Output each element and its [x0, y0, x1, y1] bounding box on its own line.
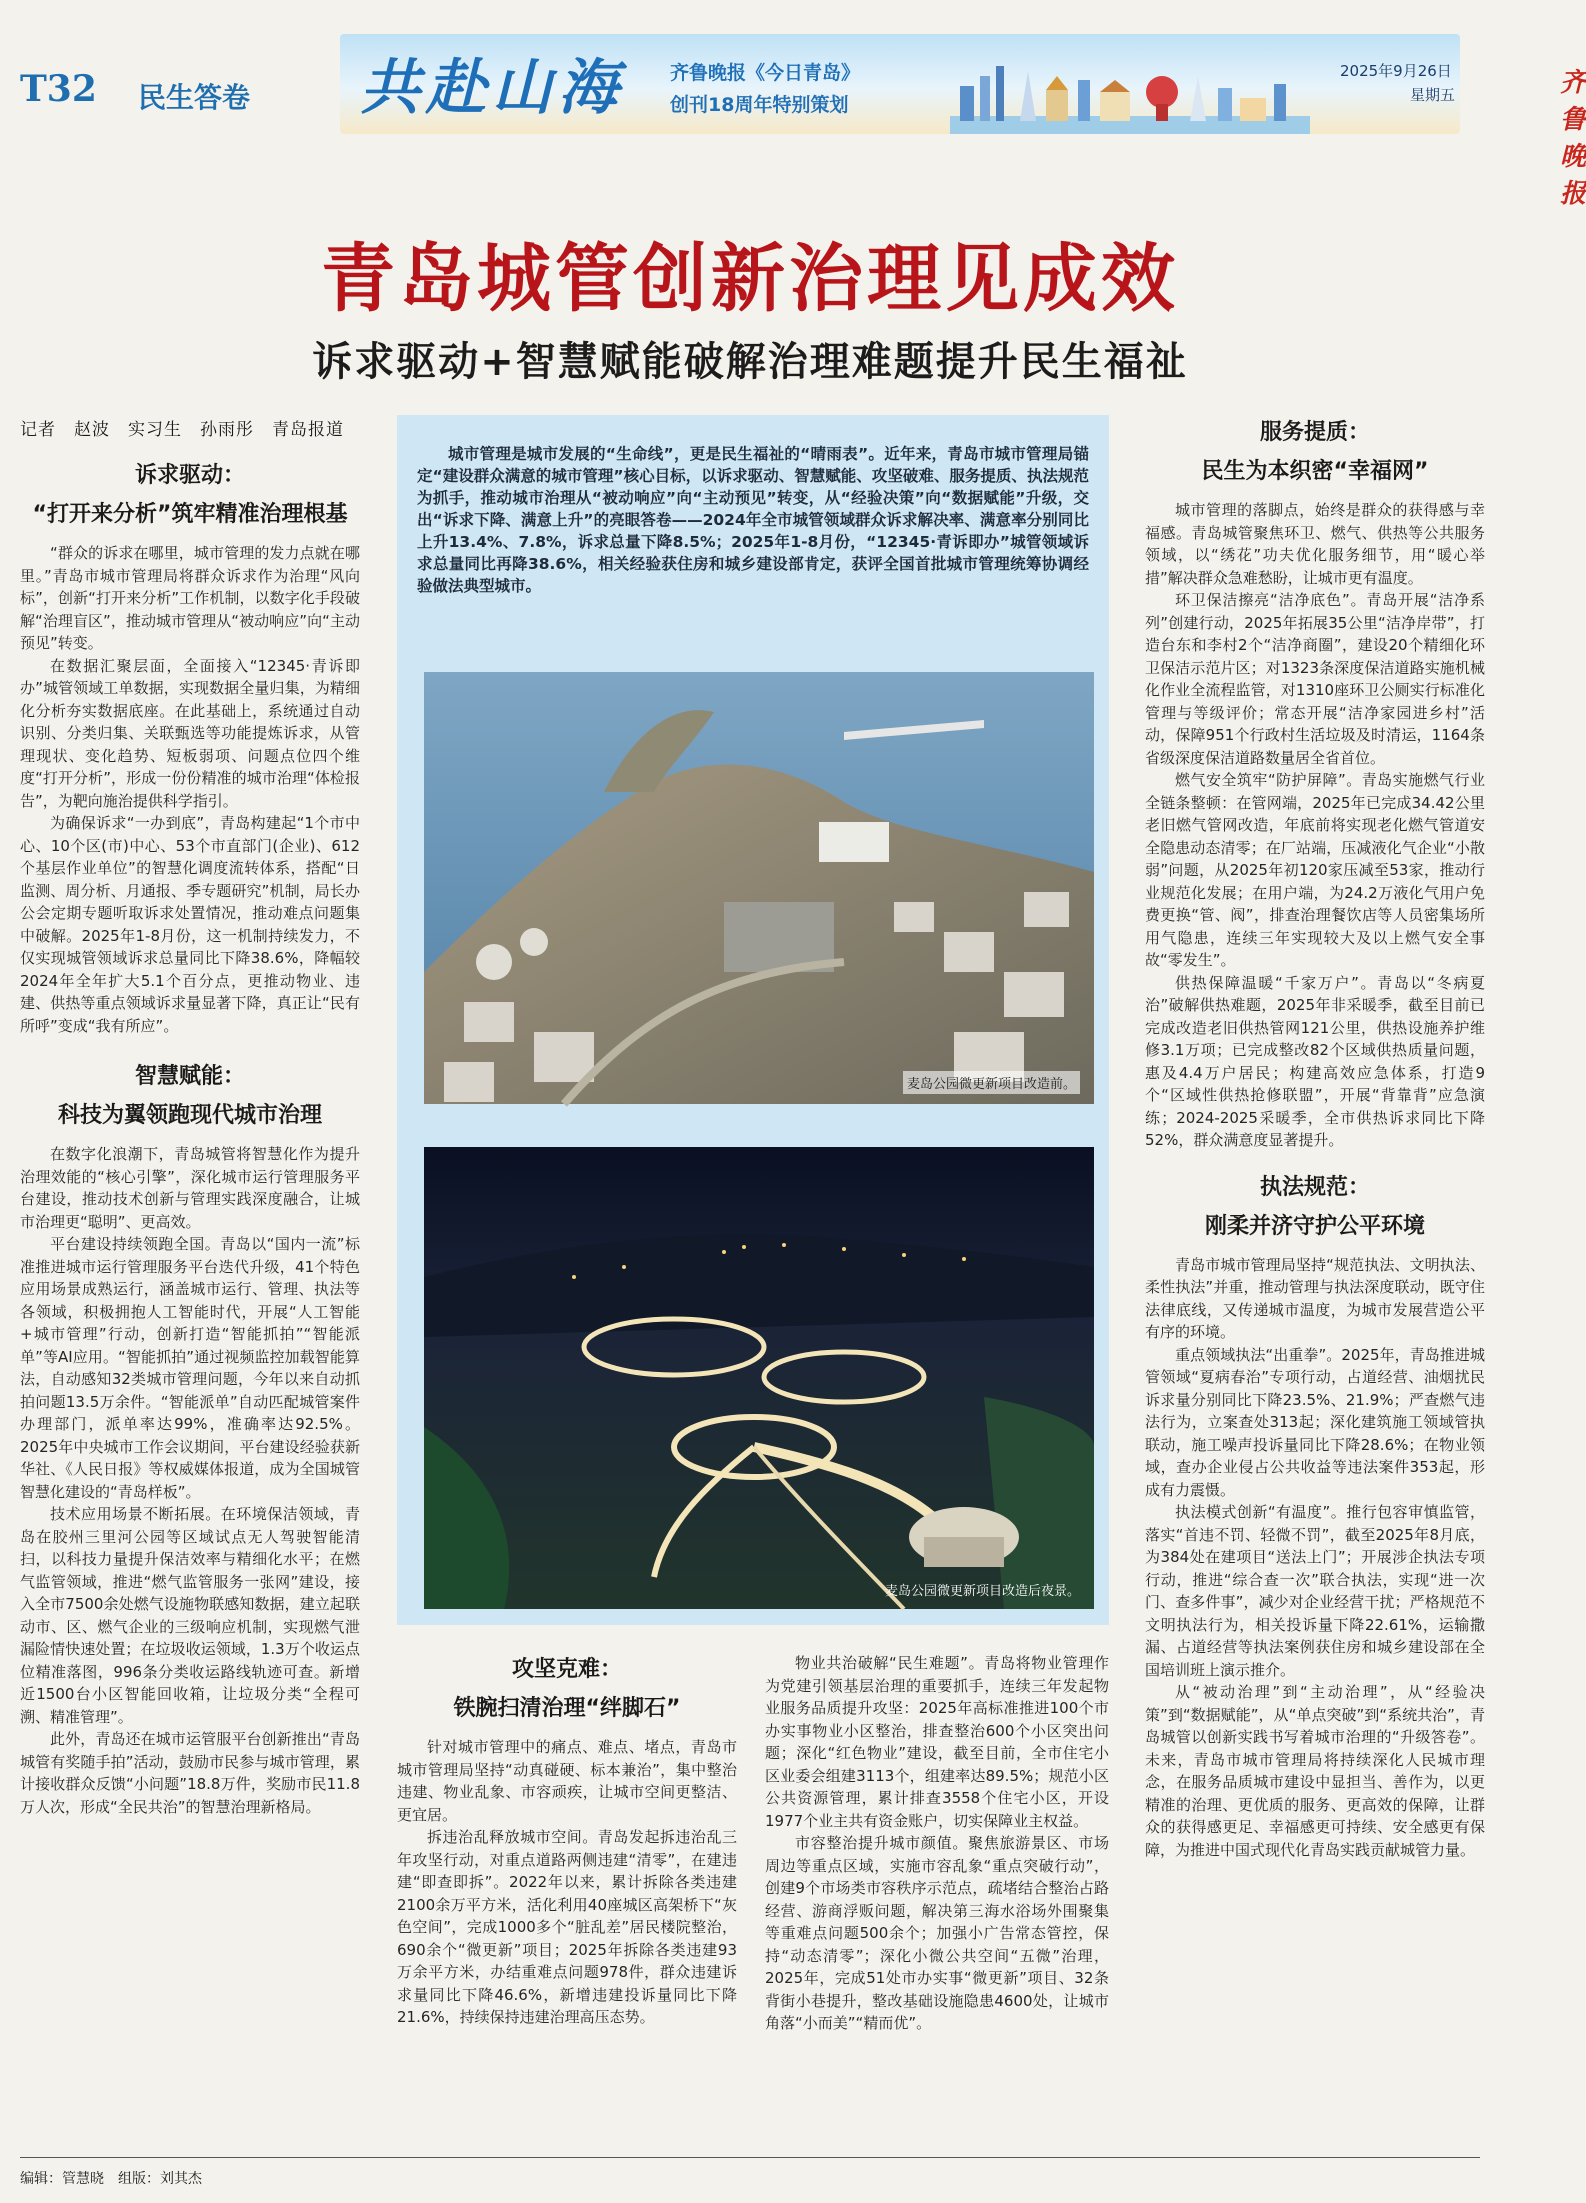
section-heading-s1 — [20, 458, 360, 528]
photo-park-before — [424, 672, 1094, 1104]
article-paragraph: 拆违治乱释放城市空间。青岛发起拆违治乱三年攻坚行动，对重点道路两侧违建“清零”，在建违建“即查即拆”。2022年以来，累计拆除各类违建2100余万平方米，活化利用40座城区高架桥下“灰色空间”，完成1000多个“脏乱差”居民楼院整治，690余个“微更新”项目；2025年拆除各类违建93万余平方米，办结重难点问题978件，群众违建诉求量同比下降46.6%，新增违建投诉量同比下降21.6%，持续保持违建治理高压态势。 — [397, 1828, 737, 2026]
section-heading-s3 — [397, 1652, 737, 1722]
page-number: T32 — [20, 68, 97, 110]
issue-date: 2025年9月26日 — [1340, 62, 1452, 80]
article-paragraph: 执法模式创新“有温度”。推行包容审慎监管，落实“首违不罚、轻微不罚”，截至2025年8月底，为384处在建项目“送法上门”；开展涉企执法专项行动，推进“综合查一次”联合执法，实现“进一次门、查多件事”，减少对企业经营干扰；严格规范不文明执法行为，相关投诉量下降22.61%，运输撒漏、占道经营等执法案例获住房和城乡建设部在全国培训班上演示推介。 — [1145, 1503, 1485, 1679]
article-paragraph: 在数字化浪潮下，青岛城管将智慧化作为提升治理效能的“核心引擎”，深化城市运行管理服务平台建设，推动技术创新与管理实践深度融合，让城市治理更“聪明”、更高效。 — [20, 1145, 360, 1231]
section-kicker: 诉求驱动： — [134, 463, 245, 488]
section-title: 民生为本织密“幸福网” — [1201, 459, 1429, 484]
section-title: 科技为翼领跑现代城市治理 — [57, 1103, 322, 1128]
lead-paragraph: 城市管理是城市发展的“生命线”，更是民生福祉的“晴雨表”。近年来，青岛市城市管理局锚定“建设群众满意的城市管理”核心目标，以诉求驱动、智慧赋能、攻坚破难、服务提质、执法规范为抓手，推动城市治理从“被动响应”向“主动预见”转变，从“经验决策”向“数据赋能”升级，交出“诉求下降、满意上升”的亮眼答卷——2024年全市城管领域群众诉求解决率、满意率分别同比上升13.4%、7.8%，诉求总量下降8.5%；2025年1-8月份，“12345·青诉即办”城管领域诉求总量同比再降38.6%，相关经验获住房和城乡建设部肯定，获评全国首批城市管理统筹协调经验做法典型城市。 — [417, 445, 1089, 595]
article-paragraph: 此外，青岛还在城市运管服平台创新推出“青岛城管有奖随手拍”活动，鼓励市民参与城市管理，累计接收群众反馈“小问题”18.8万件，奖励市民11.8万人次，形成“全民共治”的智慧治理新格局。 — [20, 1730, 360, 1816]
article-paragraph: 物业共治破解“民生难题”。青岛将物业管理作为党建引领基层治理的重要抓手，连续三年发起物业服务品质提升攻坚：2025年高标准推进100个市办实事物业小区整治，排查整治600个小区突出问题；深化“红色物业”建设，截至目前，全市住宅小区业委会组建3113个，组建率达89.5%；规范小区公共资源管理，累计排查3558个住宅小区，开设1977个业主共有资金账户，切实保障业主权益。 — [765, 1654, 1109, 1830]
section-kicker: 智慧赋能： — [134, 1064, 245, 1089]
article-paragraph: 环卫保洁擦亮“洁净底色”。青岛开展“洁净系列”创建行动，2025年拓展35公里“洁净岸带”，打造台东和李村2个“洁净商圈”，建设20个精细化环卫保洁示范片区；对1323条深度保洁道路实施机械化作业全流程监管，对1310座环卫公厕实行标准化管理与等级评价；常态开展“洁净家园进乡村”活动，保障951个行政村生活垃圾及时清运，1164条省级深度保洁道路数量居全省首位。 — [1145, 591, 1485, 767]
photo-caption: 麦岛公园微更新项目改造后夜景。 — [884, 1584, 1080, 1599]
section-heading-s4 — [1145, 415, 1485, 485]
article-paragraph: 燃气安全筑牢“防护屏障”。青岛实施燃气行业全链条整顿：在管网端，2025年已完成34.42公里老旧燃气管网改造，年底前将实现老化燃气管道安全隐患动态清零；在厂站端，压减液化气企业“小散弱”问题，从2025年初120家压减至53家，推动行业规范化发展；在用户端，为24.2万液化气用户免费更换“管、阀”，排查治理餐饮店等人员密集场所用气隐患，连续三年实现较大及以上燃气安全事故“零发生”。 — [1145, 771, 1485, 969]
article-paragraph: 在数据汇聚层面，全面接入“12345·青诉即办”城管领域工单数据，实现数据全量归集，为精细化分析夯实数据底座。在此基础上，系统通过自动识别、分类归集、关联甄选等功能提炼诉求，从管理现状、变化趋势、短板弱项、问题点位四个维度“打开分析”，形成一份份精准的城市治理“体检报告”，为靶向施治提供科学指引。 — [20, 656, 360, 810]
section-kicker: 服务提质： — [1259, 420, 1370, 445]
section-title: “打开来分析”筑牢精准治理根基 — [32, 502, 348, 527]
special-banner — [340, 34, 1586, 209]
main-headline: 青岛城管创新治理见成效 — [321, 236, 1179, 322]
section-heading-s2 — [20, 1059, 360, 1129]
night-photo-illustration — [424, 1147, 1094, 1609]
article-paragraph: 针对城市管理中的痛点、难点、堵点，青岛市城市管理局坚持“动真碰硬、标本兼治”，集中整治违建、物业乱象、市容顽疾，让城市空间更整洁、更宜居。 — [397, 1738, 737, 1824]
city-skyline-illustration — [950, 46, 1310, 134]
right-column — [1145, 415, 1485, 1861]
article-paragraph: “群众的诉求在哪里，城市管理的发力点就在哪里。”青岛市城市管理局将群众诉求作为治理“风向标”，创新“打开来分析”工作机制，以数字化手段破解“治理盲区”，推动城市管理从“被动响应”向“主动预见”转变。 — [20, 544, 360, 652]
section-label: 民生答卷 — [138, 81, 251, 114]
left-column — [20, 415, 360, 1818]
banner-subtitle: 齐鲁晚报《今日青岛》 — [670, 62, 861, 84]
section-title: 铁腕扫清治理“绊脚石” — [453, 1696, 681, 1721]
footer-divider — [20, 2157, 1480, 2158]
article-paragraph: 技术应用场景不断拓展。在环境保洁领域，青岛在胶州三里河公园等区域试点无人驾驶智能清扫，以科技力量提升保洁效率与精细化水平；在燃气监管领域，推进“燃气监管服务一张网”建设，接入全市7500余处燃气设施物联感知数据，建立起联动市、区、燃气企业的三级响应机制，实现燃气泄漏险情快速处置；在垃圾收运领域，1.3万个收运点位精准落图，996条分类收运路线轨迹可查。新增近1500台小区智能回收箱，让垃圾分类“全程可溯、精准管理”。 — [20, 1505, 360, 1726]
article-paragraph: 青岛市城市管理局坚持“规范执法、文明执法、柔性执法”并重，推动管理与执法深度联动，既守住法律底线，又传递城市温度，为城市发展营造公平有序的环境。 — [1145, 1255, 1485, 1341]
section-heading-s5 — [1145, 1170, 1485, 1240]
article-paragraph: 供热保障温暖“千家万户”。青岛以“冬病夏治”破解供热难题，2025年非采暖季，截至目前已完成改造老旧供热管网121公里，供热设施养护维修3.1万项；已完成整改82个区域供热质量问题，惠及4.4万户居民；构建高效应急体系，打造9个“区域性供热抢修联盟”，开展“背靠背”应急演练；2024-2025采暖季，全市供热诉求同比下降52%，群众满意度显著提升。 — [1145, 973, 1485, 1149]
banner-anniversary: 创刊18周年特别策划 — [670, 94, 849, 116]
article-paragraph: 市容整治提升城市颜值。聚焦旅游景区、市场周边等重点区域，实施市容乱象“重点突破行动”，创建9个市场类市容秩序示范点，疏堵结合整治占路经营、游商浮贩问题，解决第三海水浴场外围聚集等重难点问题500余个；加强小广告常态管控，保持“动态清零”；深化小微公共空间“五微”治理，2025年，完成51处市办实事“微更新”项目、32条背街小巷提升，整改基础设施隐患4600处，让城市角落“小而美”“精而优”。 — [765, 1834, 1109, 2032]
issue-weekday: 星期五 — [1410, 86, 1456, 104]
banner-title: 共赴山海 — [360, 53, 624, 123]
newspaper-logo: 齐鲁晚报 — [1560, 68, 1586, 209]
article-paragraph: 从“被动治理”到“主动治理”，从“经验决策”到“数据赋能”，从“单点突破”到“系统共治”，青岛城管以创新实践书写着城市治理的“升级答卷”。未来，青岛市城市管理局将持续深化人民城市理念，在服务品质城市建设中显担当、善作为，以更精准的治理、更优质的服务、更高效的保障，让群众的获得感更足、幸福感更可持续、安全感更有保障，为推进中国式现代化青岛实践贡献城管力量。 — [1145, 1683, 1485, 1859]
center-column-a — [397, 1652, 737, 2029]
lead-panel — [397, 415, 1109, 1625]
section-kicker: 执法规范： — [1259, 1174, 1370, 1200]
aerial-photo-illustration — [424, 672, 1094, 1104]
photo-park-after-night — [424, 1147, 1094, 1609]
byline: 记者 赵波 实习生 孙雨彤 青岛报道 — [20, 420, 344, 440]
article-paragraph: 重点领域执法“出重拳”。2025年，青岛推进城管领域“夏病春治”专项行动，占道经营、油烟扰民诉求量分别同比下降23.5%、21.9%；严查燃气违法行为，立案查处313起；深化建筑施工领域管执联动，施工噪声投诉量同比下降28.6%；在物业领域，查办企业侵占公共收益等违法案件353起，形成有力震慑。 — [1145, 1345, 1485, 1499]
masthead — [20, 34, 1586, 209]
editor-credits: 编辑：管慧晓 组版：刘其杰 — [20, 2171, 202, 2187]
section-kicker: 攻坚克难： — [511, 1657, 622, 1682]
section-title: 刚柔并济守护公平环境 — [1204, 1213, 1425, 1239]
center-column-b — [765, 1652, 1109, 2035]
article-paragraph: 平台建设持续领跑全国。青岛以“国内一流”标准推进城市运行管理服务平台迭代升级，41个特色应用场景成熟运行，涵盖城市运行、管理、执法等各领域，积极拥抱人工智能时代，开展“人工智能+城市管理”行动，创新打造“智能抓拍”“智能派单”等AI应用。“智能抓拍”通过视频监控加载智能算法，自动感知32类城市管理问题，今年以来自动抓拍问题13.5万余件。“智能派单”自动匹配城管案件办理部门，派单率达99%，准确率达92.5%。2025年中央城市工作会议期间，平台建设经验获新华社、《人民日报》等权威媒体报道，成为全国城管智慧化建设的“青岛样板”。 — [20, 1235, 360, 1501]
main-subheadline: 诉求驱动+智慧赋能破解治理难题提升民生福祉 — [312, 339, 1188, 385]
article-paragraph: 为确保诉求“一办到底”，青岛构建起“1个市中心、10个区(市)中心、53个市直部门(企业)、612个基层作业单位”的智慧化调度流转体系，搭配“日监测、周分析、月通报、季专题研究”机制，局长办公会定期专题听取诉求处置情况，推动难点问题集中破解。2025年1-8月份，这一机制持续发力，不仅实现城管领域诉求总量同比下降38.6%，降幅较2024年全年扩大5.1个百分点，更推动物业、违建、供热等重点领域诉求量显著下降，真正让“民有所呼”变成“我有所应”。 — [20, 814, 360, 1035]
article-paragraph: 城市管理的落脚点，始终是群众的获得感与幸福感。青岛城管聚焦环卫、燃气、供热等公共服务领域，以“绣花”功夫优化服务细节，用“暖心举措”解决群众急难愁盼，让城市更有温度。 — [1145, 501, 1485, 587]
photo-caption: 麦岛公园微更新项目改造前。 — [903, 1071, 1080, 1094]
